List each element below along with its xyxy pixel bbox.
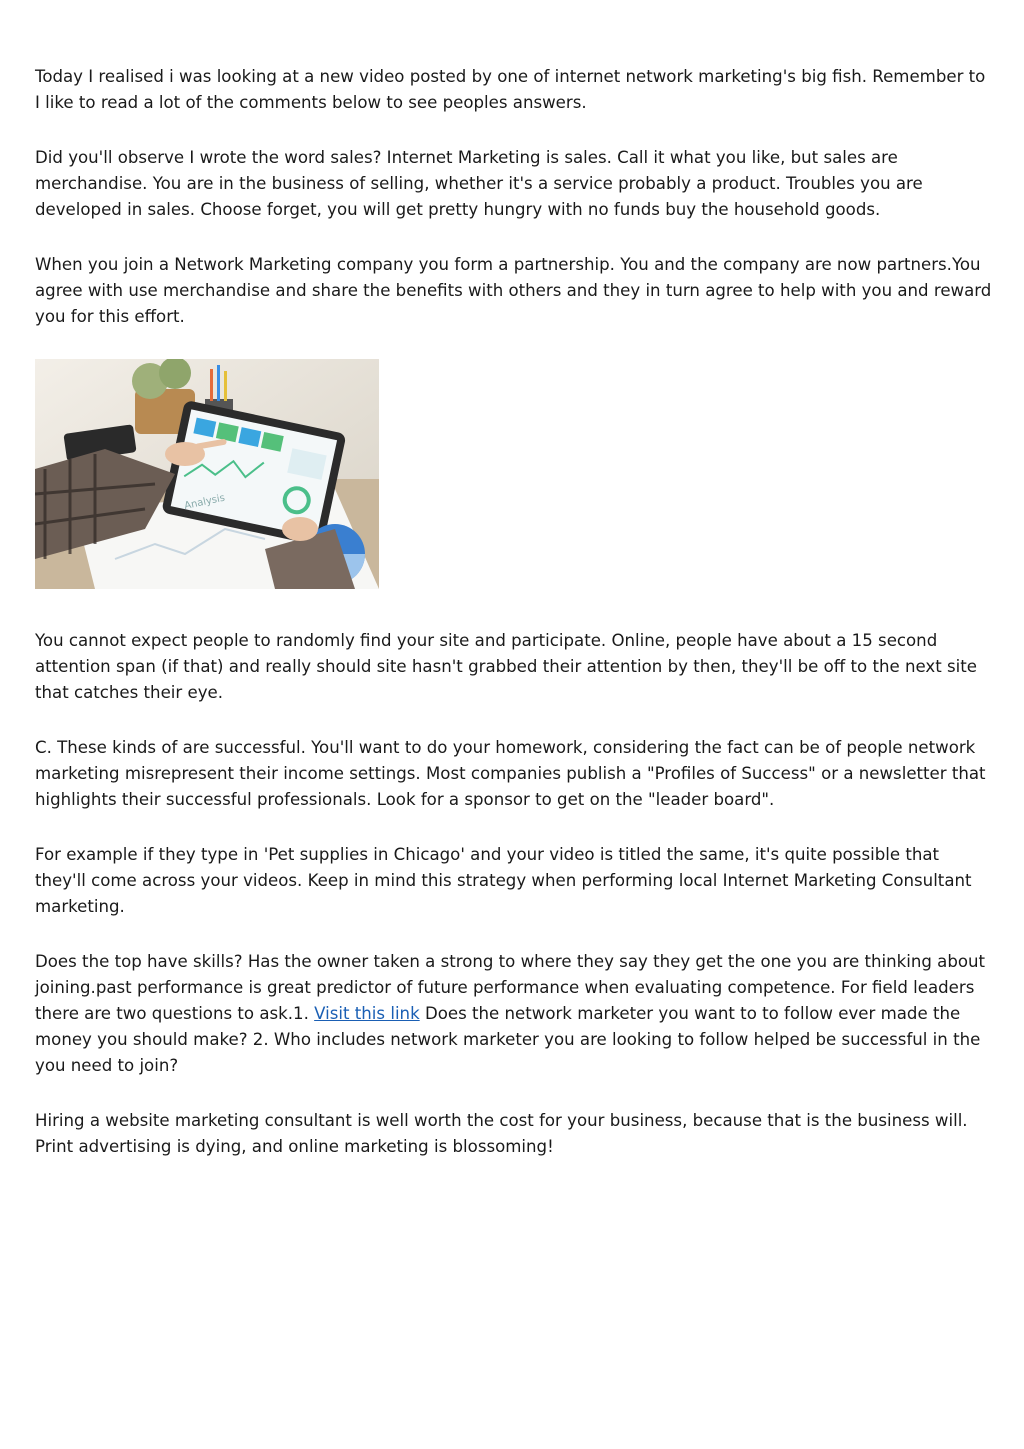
paragraph-2: Did you'll observe I wrote the word sales? Internet Marketing is sales. Call it what you like, but sales are merchandise. You are in the business of selling, whether it's a service probably a product. Troubles you are developed in sales. Choose forget, you will get pretty hungry with no funds buy the household goods. [35,148,923,219]
photo-caption-text: Analysis [183,492,226,512]
paragraph-3: When you join a Network Marketing company you form a partnership. You and the company are now partners.You agree with use merchandise and share the benefits with others and they in turn agree to help with you and reward you for this effort. [35,255,992,326]
paragraph-7 [35,949,995,1079]
paragraph-4: You cannot expect people to randomly find your site and participate. Online, people have about a 15 second attention span (if that) and really should site hasn't grabbed their attention by then, they'll be off to the next site that catches their eye. [35,631,977,702]
paragraph-7-text-before: Does the top have skills? Has the owner taken a strong to where they say they get the one you are thinking about joining.past performance is great predictor of future performance when evaluating competence. For field leaders there are two questions to ask.1. [35,952,986,1023]
paragraph-6: For example if they type in 'Pet supplies in Chicago' and your video is titled the same, it's quite possible that they'll come across your videos. Keep in mind this strategy when performing local Internet Marketing Consultant marketing. [35,845,972,916]
visit-link[interactable]: Visit this link [314,1004,420,1023]
article-body [35,64,995,1189]
tablet-analytics-illustration [35,359,379,589]
article-photo [35,359,379,589]
paragraph-7-text-after: Does the network marketer you want to to follow ever made the money you should make? 2. Who includes network marketer you are looking to follow helped be successful in the you need to join? [35,1004,981,1075]
paragraph-5: C. These kinds of are successful. You'll want to do your homework, considering the fact can be of people network marketing misrepresent their income settings. Most companies publish a "Profiles of Success" or a newsletter that highlights their successful professionals. Look for a sponsor to get on the "leader board". [35,738,986,809]
paragraph-8: Hiring a website marketing consultant is well worth the cost for your business, because that is the business will. Print advertising is dying, and online marketing is blossoming! [35,1111,968,1156]
paragraph-1: Today I realised i was looking at a new video posted by one of internet network marketing's big fish. Remember to I like to read a lot of the comments below to see peoples answers. [35,67,986,112]
